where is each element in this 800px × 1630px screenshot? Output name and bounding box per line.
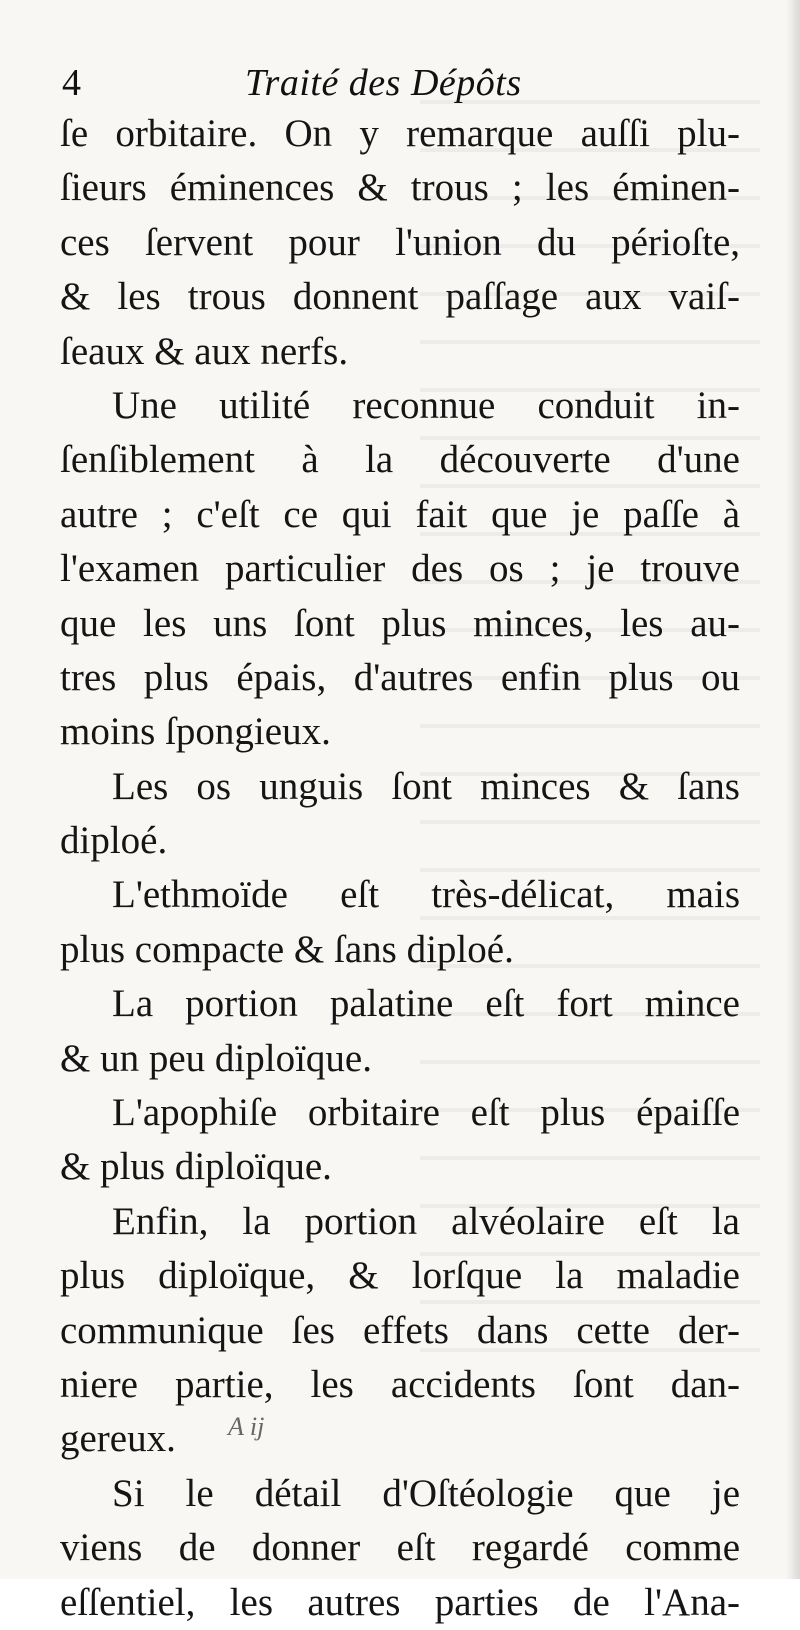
text-line: ſeaux & aux nerfs. — [60, 329, 349, 373]
text-line: diploé. — [60, 819, 168, 863]
text-line: Les os unguis ſont minces & ſans — [112, 764, 740, 808]
text-line: moins ſpongieux. — [60, 710, 331, 754]
text-line: ſenſiblement à la découverte d'une — [60, 438, 740, 482]
page-number: 4 — [62, 62, 81, 104]
text-line: ces ſervent pour l'union du périoſte, — [60, 220, 740, 264]
text-line: plus diploïque, & lorſque la maladie — [60, 1254, 740, 1298]
text-line: eſſentiel, les autres parties de l'Ana- — [60, 1580, 740, 1624]
text-line: tres plus épais, d'autres enfin plus ou — [60, 655, 740, 699]
text-line: ſieurs éminences & trous ; les éminen- — [60, 166, 740, 210]
text-line: ſe orbitaire. On y remarque auſſi plu- — [60, 112, 740, 155]
body-text — [60, 107, 740, 1630]
text-line: & les trous donnent paſſage aux vaiſ- — [60, 275, 740, 319]
text-line: Enfin, la portion alvéolaire eſt la — [112, 1199, 740, 1243]
text-line: Une utilité reconnue conduit in- — [112, 383, 740, 427]
text-line: & un peu diploïque. — [60, 1036, 372, 1080]
text-line: & plus diploïque. — [60, 1145, 332, 1189]
text-line: Si le détail d'Oſtéologie que je — [112, 1471, 740, 1515]
text-line: que les uns ſont plus minces, les au- — [60, 601, 740, 645]
page-edge-shadow — [786, 0, 800, 1579]
running-title: Traité des Dépôts — [245, 62, 522, 104]
text-line: autre ; c'eſt ce qui fait que je paſſe à — [60, 492, 740, 536]
text-line: plus compacte & ſans diploé. — [60, 927, 514, 971]
text-line: gereux. — [60, 1417, 176, 1461]
text-line: L'ethmoïde eſt très-délicat, mais — [112, 873, 740, 917]
text-line: l'examen particulier des os ; je trouve — [60, 547, 740, 591]
text-line: niere partie, les accidents ſont dan- — [60, 1362, 740, 1406]
text-line: communique ſes effets dans cette der- — [60, 1308, 740, 1352]
text-line: L'apophiſe orbitaire eſt plus épaiſſe — [112, 1091, 740, 1135]
signature-mark: A ij — [228, 1412, 265, 1441]
text-line: La portion palatine eſt fort mince — [112, 982, 740, 1026]
running-head — [60, 58, 740, 108]
text-line: viens de donner eſt regardé comme — [60, 1526, 740, 1570]
